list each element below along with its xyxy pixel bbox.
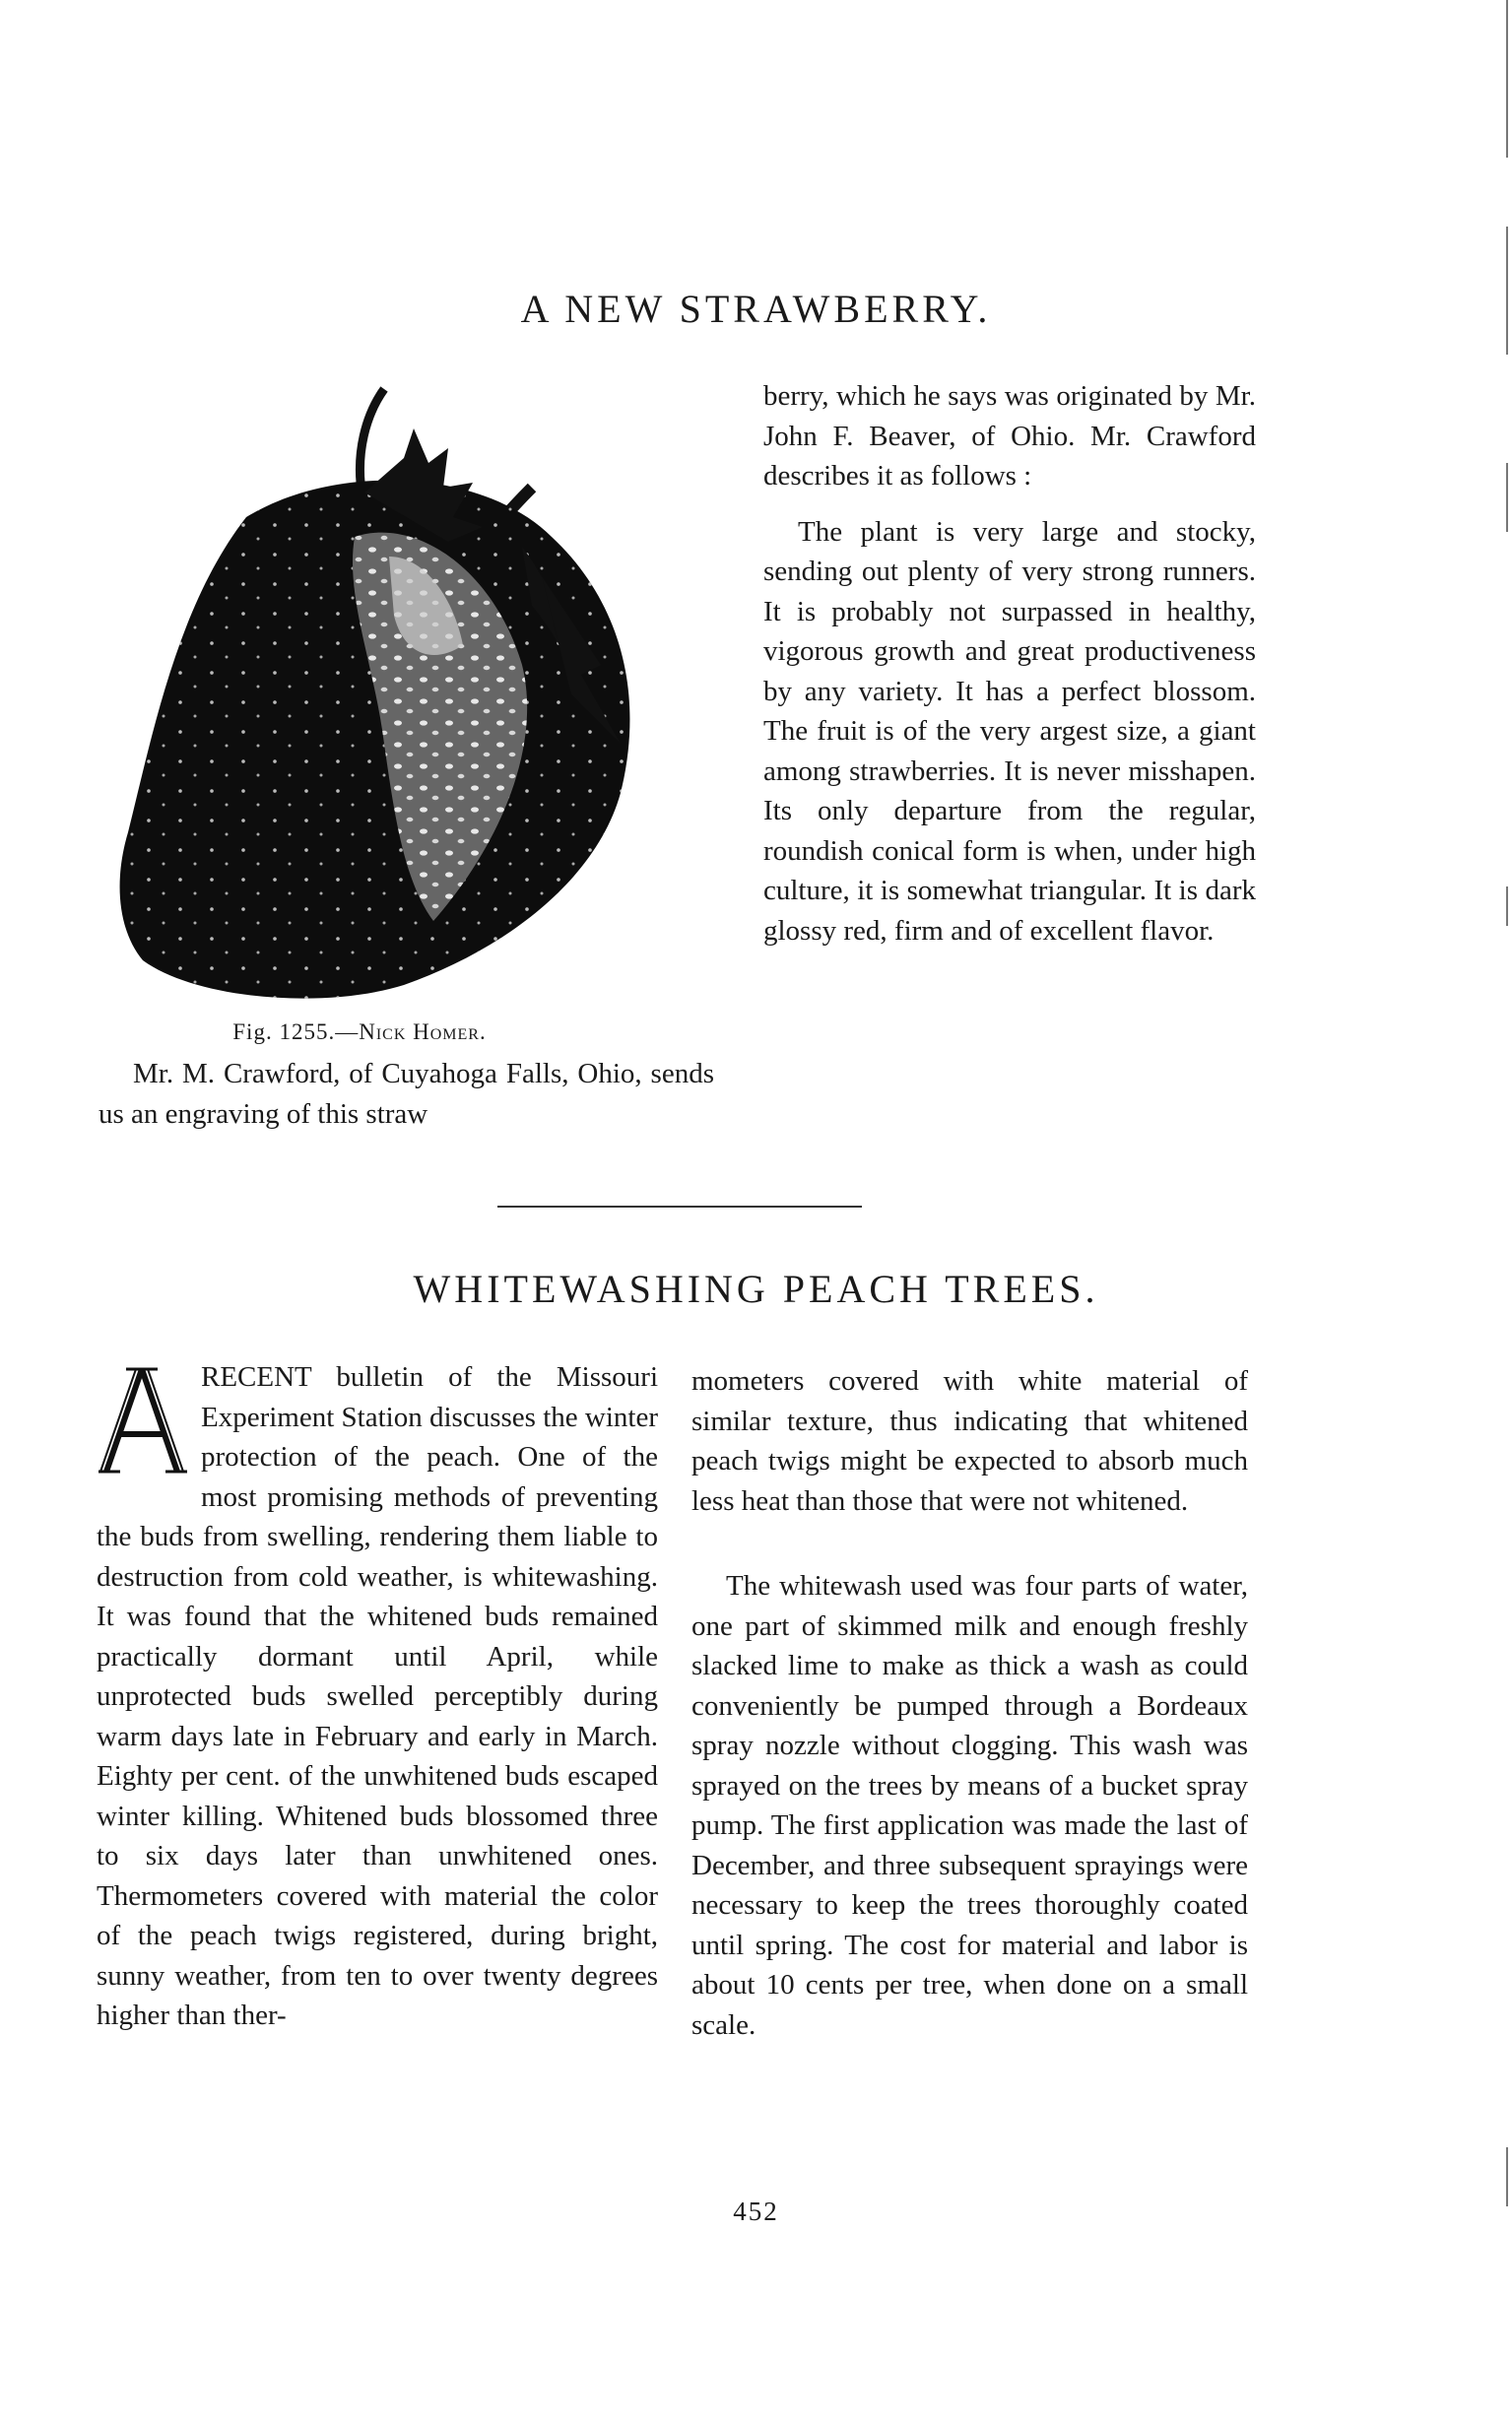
scan-edge-mark [1506,0,1508,158]
scan-edge-mark [1506,2147,1508,2206]
scan-edge-mark [1506,227,1508,355]
scan-edge-mark [1506,463,1508,532]
caption-figure-number: Fig. 1255.— [232,1019,360,1044]
strawberry-description-paragraph: The plant is very large and stocky, sending out plenty of very strong runners. It is probably not surpassed in healthy, vigorous growth and great productiveness by any variety. It has a perfect blossom. The fruit is of the very argest size, a giant among strawberries. It is never misshapen. Its only departure from the regular, roundish conical form is when, under high culture, it is somewhat triangular. It is dark glossy red, firm and of excellent flavor. [763,515,1256,947]
peach-right-paragraph-2: The whitewash used was four parts of water, one part of skimmed milk and enough freshly slacked lime to make as thick a wash as could conveniently be pumped through a Bordeaux spray nozzle without clogging. This wash was sprayed on the trees by means of a bucket spray pump. The first application was made the last of December, and three subsequent sprayings were necessary to keep the trees thoroughly coated until spring. The cost for material and labor is about 10 cents per tree, when done on a small scale. [691,1570,1248,2041]
peach-right-paragraph-1: mometers covered with white material of similar texture, thus indicating that whitened peach twigs might be expected to absorb much less heat than those that were not whitened. [691,1365,1248,1517]
scan-edge-mark [1506,886,1508,926]
strawberry-illustration [108,369,699,1000]
peach-left-column [97,1357,658,2036]
dropcap-a-icon [97,1363,187,1479]
peach-right-column [691,1361,1248,2045]
strawberry-right-column [763,376,1256,951]
section-divider [497,1206,862,1208]
peach-left-paragraph: RECENT bulletin of the Missouri Experiment Station discusses the winter protection of the peach. One of the most promising methods of preventing the buds from swelling, rendering them liable to destruction from cold weather, is whitewashing. It was found that the whitened buds remained practically dormant until April, while unprotected buds swelled perceptibly during warm days late in February and early in March. Eighty per cent. of the unwhitened buds escaped winter killing. Whitened buds blossomed three to six days later than unwhitened ones. Thermometers covered with material the color of the peach twigs registered, during bright, sunny weather, from ten to over twenty degrees higher than ther- [97,1361,658,2031]
article-title-peach-trees: WHITEWASHING PEACH TREES. [413,1267,1099,1311]
page-number: 452 [733,2197,779,2226]
figure-caption [0,1019,719,1045]
caption-variety-name: Nick Homer. [359,1019,487,1044]
strawberry-right-paragraph-1: berry, which he says was originated by Mr. John F. Beaver, of Ohio. Mr. Crawford describes it as follows : [763,380,1256,492]
strawberry-intro-text: Mr. M. Crawford, of Cuyahoga Falls, Ohio, sends us an engraving of this straw [99,1058,714,1130]
article-title-strawberry: A NEW STRAWBERRY. [520,287,992,331]
